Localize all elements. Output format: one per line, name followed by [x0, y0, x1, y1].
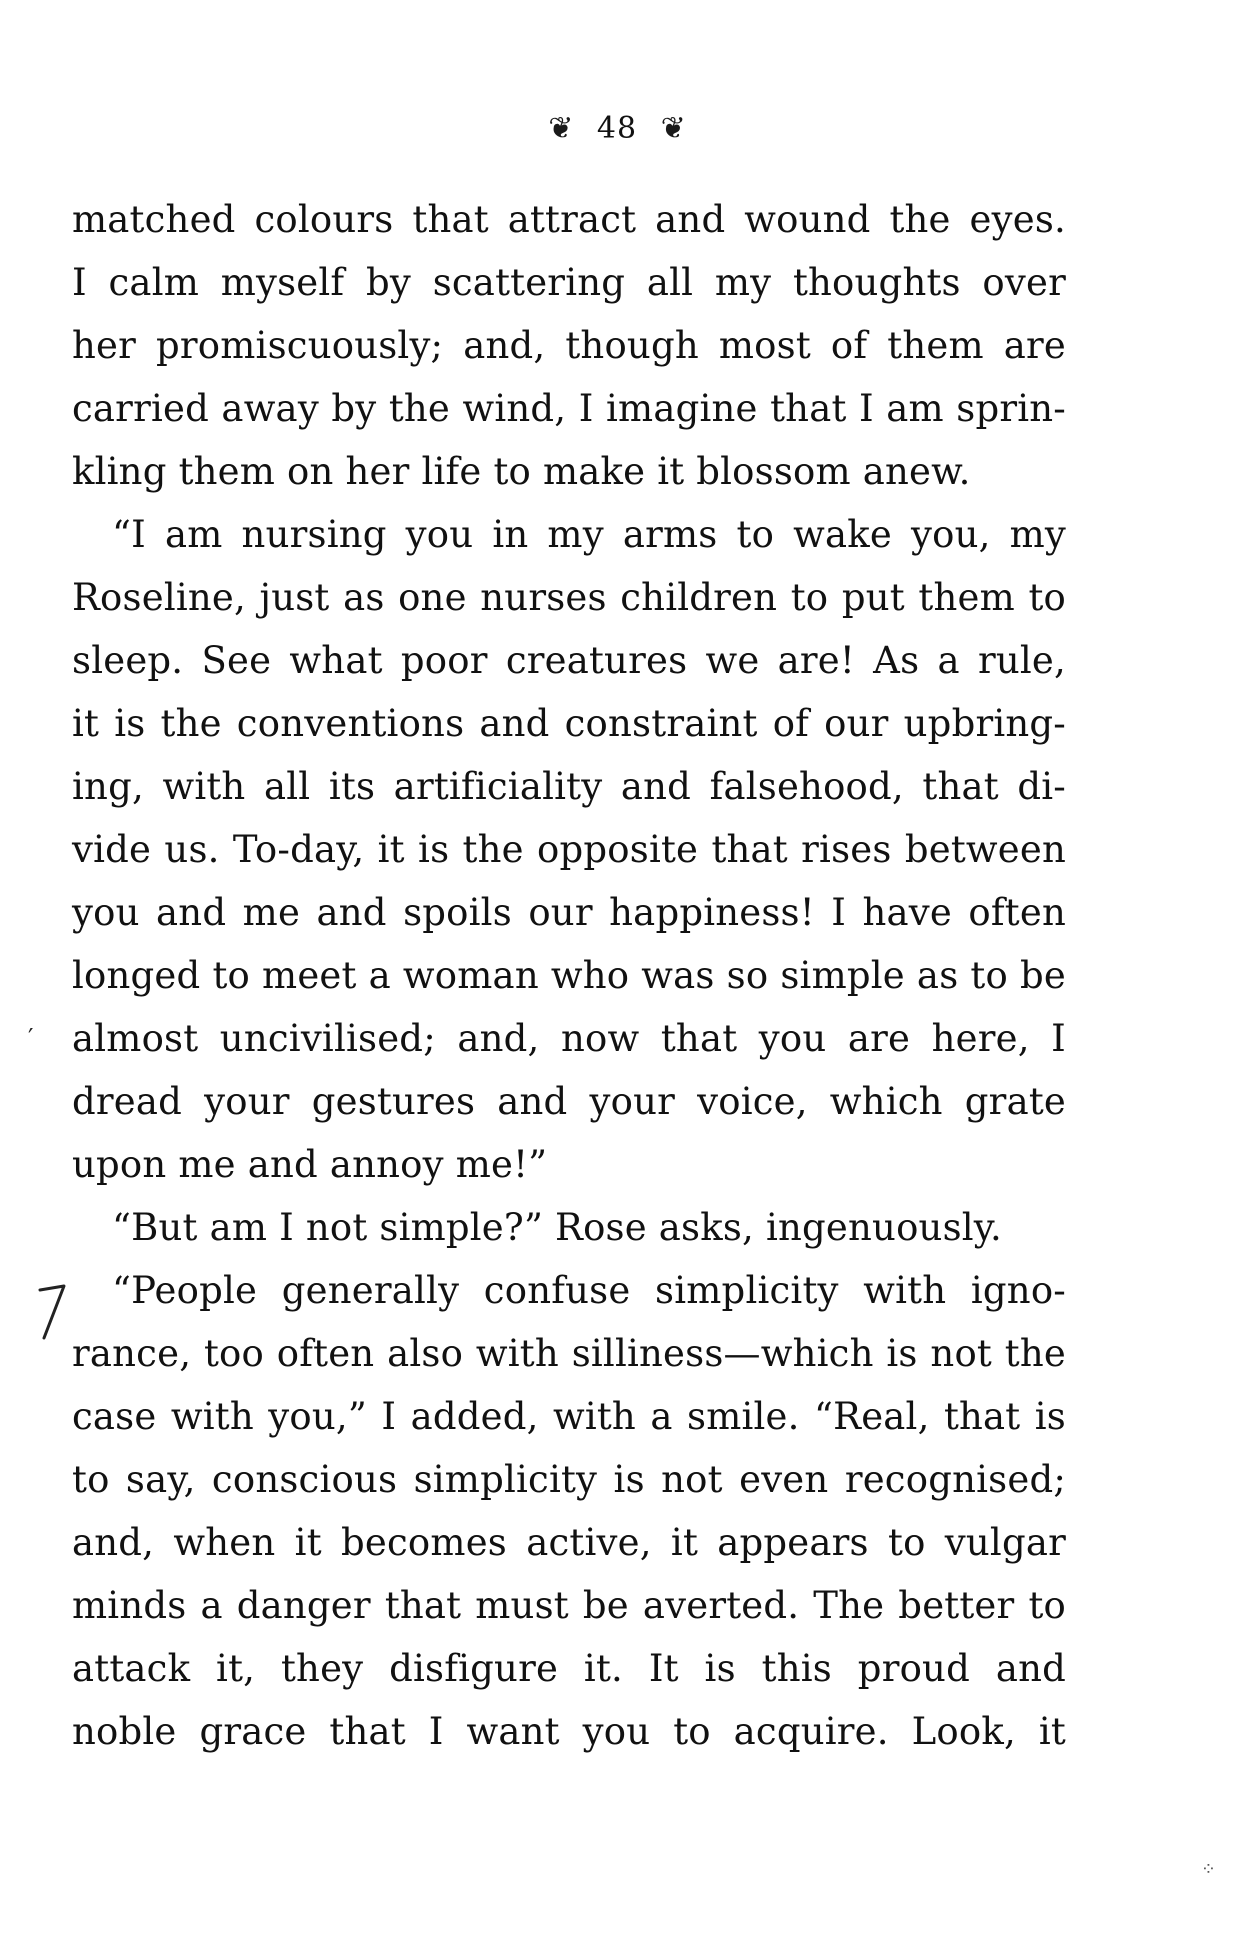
text-line: case with you,” I added, with a smile. “Real, that is: [72, 1395, 1066, 1438]
text-line: attack it, they disfigure it. It is this proud and: [72, 1647, 1066, 1690]
fleuron-right-icon: ❦: [660, 111, 686, 146]
text-line: “People generally confuse simplicity with igno-: [112, 1269, 1066, 1312]
text-line: almost uncivilised; and, now that you are here, I: [72, 1017, 1066, 1060]
text-line: it is the conventions and constraint of our upbring-: [72, 702, 1066, 745]
text-line: vide us. To-day, it is the opposite that rises between: [72, 828, 1066, 871]
text-line: I calm myself by scattering all my thoughts over: [72, 261, 1066, 304]
text-line: ing, with all its artificiality and falsehood, that di-: [72, 765, 1066, 808]
text-line: to say, conscious simplicity is not even recognised;: [72, 1458, 1066, 1501]
text-line: longed to meet a woman who was so simple as to be: [72, 954, 1066, 997]
page-number: 48: [596, 111, 638, 146]
text-line: minds a danger that must be averted. The better to: [72, 1584, 1066, 1627]
handwritten-margin-mark-icon: [34, 1278, 74, 1348]
text-line: “But am I not simple?” Rose asks, ingenuously.: [112, 1206, 1002, 1249]
body-text: [72, 188, 1066, 1763]
text-line: her promiscuously; and, though most of them are: [72, 324, 1066, 367]
text-line: “I am nursing you in my arms to wake you, my: [112, 513, 1066, 556]
text-line: sleep. See what poor creatures we are! As a rule,: [72, 639, 1066, 682]
paper-speck-icon: ⁘: [1200, 1859, 1216, 1880]
text-line: Roseline, just as one nurses children to put them to: [72, 576, 1066, 619]
text-line: kling them on her life to make it blossom anew.: [72, 450, 971, 493]
text-line: rance, too often also with silliness—which is not the: [72, 1332, 1066, 1375]
text-line: you and me and spoils our happiness! I have often: [72, 891, 1066, 934]
text-line: noble grace that I want you to acquire. Look, it: [72, 1710, 1066, 1753]
text-line: carried away by the wind, I imagine that I am sprin-: [72, 387, 1066, 430]
fleuron-left-icon: ❦: [548, 111, 574, 146]
text-line: upon me and annoy me!”: [72, 1143, 548, 1186]
text-line: matched colours that attract and wound the eyes.: [72, 198, 1066, 241]
text-line: and, when it becomes active, it appears to vulgar: [72, 1521, 1066, 1564]
text-line: dread your gestures and your voice, which grate: [72, 1080, 1066, 1123]
margin-tick-mark: ′: [28, 1024, 34, 1052]
page-header: [0, 108, 1234, 149]
